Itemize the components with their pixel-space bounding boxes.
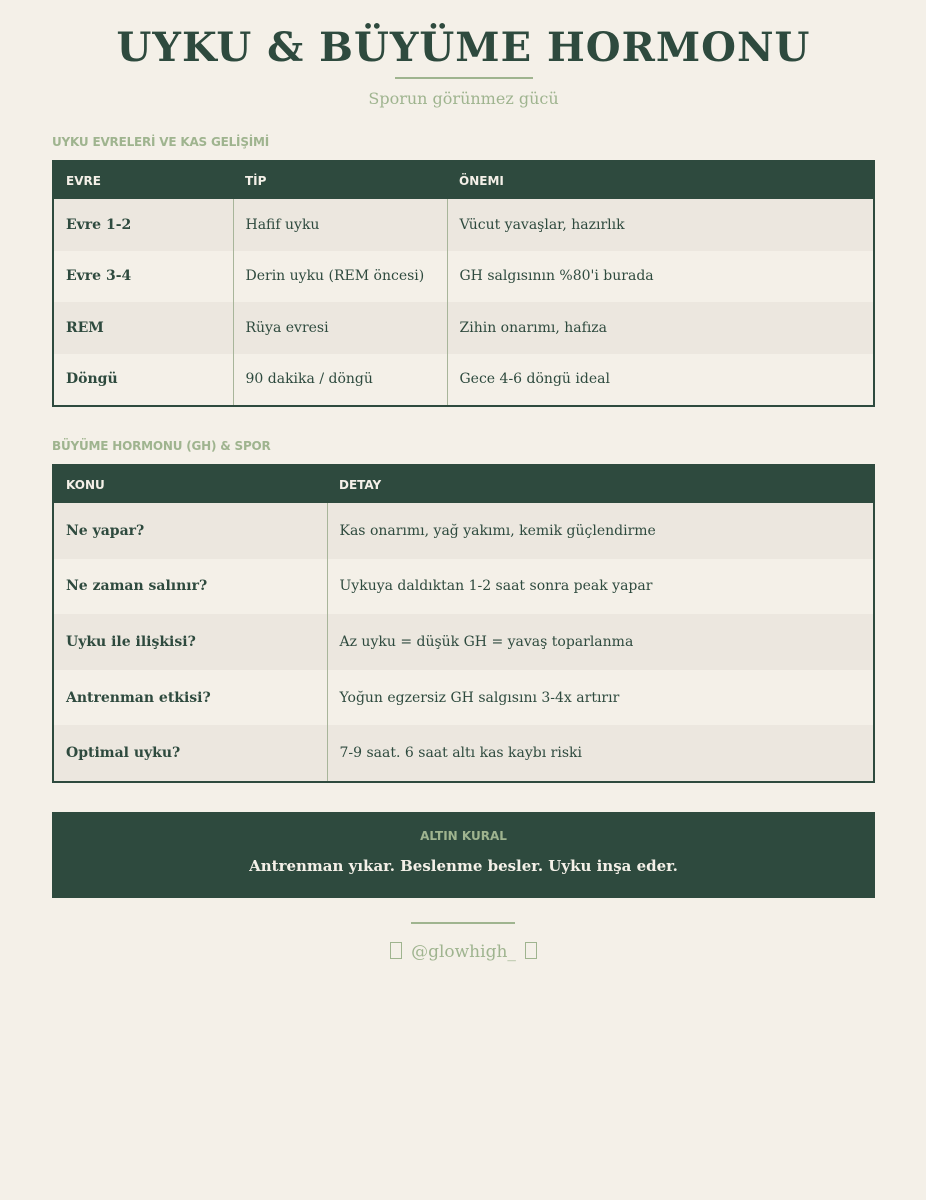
sleep-stages-table bbox=[52, 160, 875, 407]
social-handle[interactable]: @glowhigh_ bbox=[411, 942, 516, 962]
footer-divider bbox=[411, 922, 515, 924]
table-cell: Hafif uyku bbox=[233, 199, 447, 251]
table-cell: Ne yapar? bbox=[53, 503, 327, 559]
column-header: ÖNEMI bbox=[447, 161, 874, 199]
golden-rule-label: ALTIN KURAL bbox=[420, 829, 507, 843]
sleep-section-label: UYKU EVRELERİ VE KAS GELİŞİMİ bbox=[52, 135, 270, 149]
page-title: UYKU & BÜYÜME HORMONU bbox=[116, 24, 811, 71]
table-header-row bbox=[53, 465, 874, 503]
table-cell: Ne zaman salınır? bbox=[53, 559, 327, 615]
table-cell: Yoğun egzersiz GH salgısını 3-4x artırır bbox=[327, 670, 874, 726]
table-row bbox=[53, 614, 874, 670]
table-cell: Az uyku = düşük GH = yavaş toparlanma bbox=[327, 614, 874, 670]
table-cell: 90 dakika / döngü bbox=[233, 354, 447, 407]
missing-glyph-icon bbox=[390, 942, 402, 959]
table-cell: Zihin onarımı, hafıza bbox=[447, 302, 874, 354]
golden-rule-text: Antrenman yıkar. Beslenme besler. Uyku inşa eder. bbox=[249, 857, 678, 875]
table-cell: REM bbox=[53, 302, 233, 354]
table-cell: GH salgısının %80'i burada bbox=[447, 251, 874, 303]
column-header: EVRE bbox=[53, 161, 233, 199]
table-row bbox=[53, 670, 874, 726]
table-row bbox=[53, 503, 874, 559]
title-divider bbox=[395, 77, 533, 79]
table-cell: 7-9 saat. 6 saat altı kas kaybı riski bbox=[327, 725, 874, 782]
table-cell: Rüya evresi bbox=[233, 302, 447, 354]
gh-section-label: BÜYÜME HORMONU (GH) & SPOR bbox=[52, 439, 271, 453]
column-header: TİP bbox=[233, 161, 447, 199]
table-row bbox=[53, 725, 874, 782]
footer bbox=[52, 942, 875, 962]
table-row bbox=[53, 302, 874, 354]
table-cell: Uykuya daldıktan 1-2 saat sonra peak yapar bbox=[327, 559, 874, 615]
table-cell: Döngü bbox=[53, 354, 233, 407]
table-row bbox=[53, 251, 874, 303]
table-cell: Antrenman etkisi? bbox=[53, 670, 327, 726]
table-row bbox=[53, 354, 874, 407]
table-cell: Optimal uyku? bbox=[53, 725, 327, 782]
page-subtitle: Sporun görünmez gücü bbox=[368, 89, 559, 108]
table-cell: Evre 1-2 bbox=[53, 199, 233, 251]
table-row bbox=[53, 199, 874, 251]
golden-rule-box bbox=[52, 812, 875, 898]
table-cell: Derin uyku (REM öncesi) bbox=[233, 251, 447, 303]
table-cell: Kas onarımı, yağ yakımı, kemik güçlendirme bbox=[327, 503, 874, 559]
column-header: DETAY bbox=[327, 465, 874, 503]
column-header: KONU bbox=[53, 465, 327, 503]
growth-hormone-table bbox=[52, 464, 875, 783]
missing-glyph-icon bbox=[525, 942, 537, 959]
table-header-row bbox=[53, 161, 874, 199]
table-cell: Uyku ile ilişkisi? bbox=[53, 614, 327, 670]
table-row bbox=[53, 559, 874, 615]
table-cell: Vücut yavaşlar, hazırlık bbox=[447, 199, 874, 251]
table-cell: Evre 3-4 bbox=[53, 251, 233, 303]
table-cell: Gece 4-6 döngü ideal bbox=[447, 354, 874, 407]
